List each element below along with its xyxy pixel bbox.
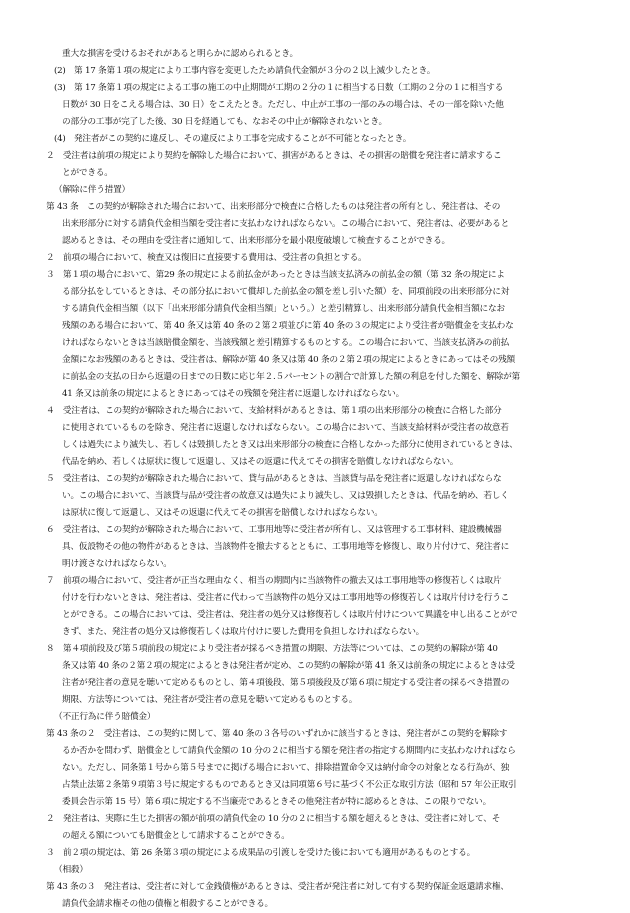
text-line: る部分払をしているときは、その部分払において償却した前払金の額を差し引いた額）を、同項前段の出来形部分に対 — [62, 287, 510, 297]
text-line: （解除に伴う措置） — [54, 185, 130, 195]
text-line: 日数が 30 日をこえる場合は、30 日）をこえたとき。ただし、中止が工事の一部のみの場合は、その一部を除いた他 — [62, 100, 504, 110]
text-line: ければならないときは当該賠償金額を、当該残額と差引精算するものとする。この場合において、当該支払済みの前払 — [62, 338, 510, 348]
text-line: ５ 受注者は、この契約が解除された場合において、貸与品があるときは、当該貸与品を発注者に返還しなければならな — [46, 474, 502, 484]
text-line: きず、また、発注者の処分又は修復若しくは取片付けに要した費用を負担しなければならない。 — [62, 627, 425, 637]
text-line: 条又は第 40 条の２第２項の規定によるときは発注者が定め、この契約の解除が第 41 条又は前条の規定によるときは受 — [62, 661, 515, 671]
text-line: (3) 第 17 条第１項の規定による工事の施工の中止期間が工期の２分の１に相当する日数（工期の２分の１に相当する — [54, 83, 504, 93]
text-line: に使用されているものを除き、発注者に返還しなければならない。この場合において、当該支給材料が受注者の故意若 — [62, 423, 509, 433]
text-line: 具、仮設物その他の物件があるときは、当該物件を撤去するとともに、工事用地等を修復し、取り片付けて、発注者に — [62, 542, 510, 552]
text-line: るか否かを問わず、賠償金として請負代金額の 10 分の２に相当する額を発注者の指定する期間内に支払わなければなら — [62, 746, 516, 756]
text-line: 重大な損害を受けるおそれがあると明らかに認められるとき。 — [62, 49, 298, 59]
text-line: い。この場合において、当該貸与品が受注者の故意又は過失により滅失し、又は毀損したときは、代品を納め、若しく — [62, 491, 509, 501]
text-line: (4) 発注者がこの契約に違反し、その違反により工事を完成することが不可能となったとき。 — [54, 134, 412, 144]
text-line: 明け渡さなければならない。 — [62, 559, 172, 569]
text-line: に前払金の支払の日から返還の日までの日数に応じ年２.５パーセントの割合で計算した額の利息を付した額を、解除が第 — [62, 372, 520, 382]
text-line: 委員会告示第 15 号）第６項に規定する不当廉売であるときその他発注者が特に認めるときは、この限りでない。 — [62, 797, 492, 807]
text-line: 第 43 条の３ 発注者は、受注者に対して金銭債権があるときは、受注者が発注者に対して有する契約保証金返還請求権、 — [46, 882, 509, 892]
text-line: の超える額についても賠償金として請求することができる。 — [62, 831, 290, 841]
text-line: 残額のある場合において、第 40 条又は第 40 条の２第２項並びに第 40 条の３の規定により受注者が賠償金を支払わな — [62, 321, 514, 331]
text-line: ない。ただし、同条第１号から第５号までに掲げる場合において、排除措置命令又は納付命令の対象となる行為が、独 — [62, 763, 510, 773]
text-line: 金額になお残額のあるときは、受注者は、解除が第 40 条又は第 40 条の２第２項の規定によるときにあってはその残額 — [62, 355, 515, 365]
text-line: 代品を納め、若しくは原状に復して返還し、又はその返還に代えてその損害を賠償しなければならない。 — [62, 457, 459, 467]
text-line: 注者が発注者の意見を聴いて定めるものとし、第４項後段、第５項後段及び第６項に規定する受注者の採るべき措置の — [62, 678, 510, 688]
text-line: ８ 第４項前段及び第５項前段の規定により受注者が採るべき措置の期限、方法等については、この契約の解除が第 40 — [46, 644, 498, 654]
text-line: ３ 前２項の規定は、第 26 条第３項の規定による成果品の引渡しを受けた後においても適用があるものとする。 — [46, 848, 476, 858]
text-line: 占禁止法第２条第９項第３号に規定するものであるとき又は同項第６号に基づく不公正な取引方法（昭和 57 年公正取引 — [62, 780, 517, 790]
text-line: 期限、方法等については、発注者が受注者の意見を聴いて定めるものとする。 — [62, 695, 358, 705]
text-line: ４ 受注者は、この契約が解除された場合において、支給材料があるときは、第１項の出来形部分の検査に合格した部分 — [46, 406, 502, 416]
text-line: ２ 前項の場合において、検査又は復旧に直接要する費用は、受注者の負担とする。 — [46, 253, 367, 263]
text-line: 第 43 条 この契約が解除された場合において、出来形部分で検査に合格したものは発注者の所有とし、発注者は、その — [46, 202, 501, 212]
text-line: ３ 第１項の場合において、第29 条の規定による前払金があったときは当該支払済みの前払金の額（第 32 条の規定によ — [46, 270, 505, 280]
text-line: ６ 受注者は、この契約が解除された場合において、工事用地等に受注者が所有し、又は管理する工事材料、建設機械器 — [46, 525, 502, 535]
text-line: ２ 受注者は前項の規定により契約を解除した場合において、損害があるときは、その損害の賠償を発注者に請求するこ — [46, 151, 502, 161]
text-line: ２ 発注者は、実際に生じた損害の額が前項の請負代金の 10 分の２に相当する額を超えるときは、受注者に対して、そ — [46, 814, 501, 824]
text-line: とができる。 — [62, 168, 113, 178]
text-line: 付けを行わないときは、発注者は、受注者に代わって当該物件の処分又は工事用地等の修復若しくは取片付けを行うこ — [62, 593, 510, 603]
text-line: （不正行為に伴う賠償金） — [54, 712, 156, 722]
text-line: の部分の工事が完了した後、30 日を経過しても、なおその中止が解除されないとき。 — [62, 117, 387, 127]
text-line: しくは過失により滅失し、若しくは毀損したとき又は出来形部分の検査に合格しなかった部分に使用されているときは、 — [62, 440, 518, 450]
text-line: は原状に復して返還し、又はその返還に代えてその損害を賠償しなければならない。 — [62, 508, 383, 518]
text-line: 請負代金請求権その他の債権と相殺することができる。 — [62, 899, 273, 909]
text-line: 出来形部分に対する請負代金相当額を受注者に支払わなければならない。この場合において、発注者は、必要があると — [62, 219, 510, 229]
text-line: 第 43 条の２ 受注者は、この契約に関して、第 40 条の３各号のいずれかに該当するときは、発注者がこの契約を解除す — [46, 729, 508, 739]
document-body — [46, 46, 590, 913]
text-line: （相殺） — [54, 865, 88, 875]
text-line: 認めるときは、その理由を受注者に通知して、出来形部分を最小限度破壊して検査することができる。 — [62, 236, 450, 246]
text-line: (2) 第 17 条第１項の規定により工事内容を変更したため請負代金額が３分の２以上減少したとき。 — [54, 66, 436, 76]
text-line: ７ 前項の場合において、受注者が正当な理由なく、相当の期間内に当該物件の撤去又は工事用地等の修復若しくは取片 — [46, 576, 502, 586]
text-line: とができる。この場合においては、受注者は、発注者の処分又は修復若しくは取片付けについて異議を申し出ることがで — [62, 610, 518, 620]
text-line: 41 条又は前条の規定によるときにあってはその残額を発注者に返還しなければならない。 — [62, 389, 405, 399]
text-line: する請負代金相当額（以下「出来形部分請負代金相当額」という。）と差引精算し、出来形部分請負代金相当額になお — [62, 304, 505, 314]
